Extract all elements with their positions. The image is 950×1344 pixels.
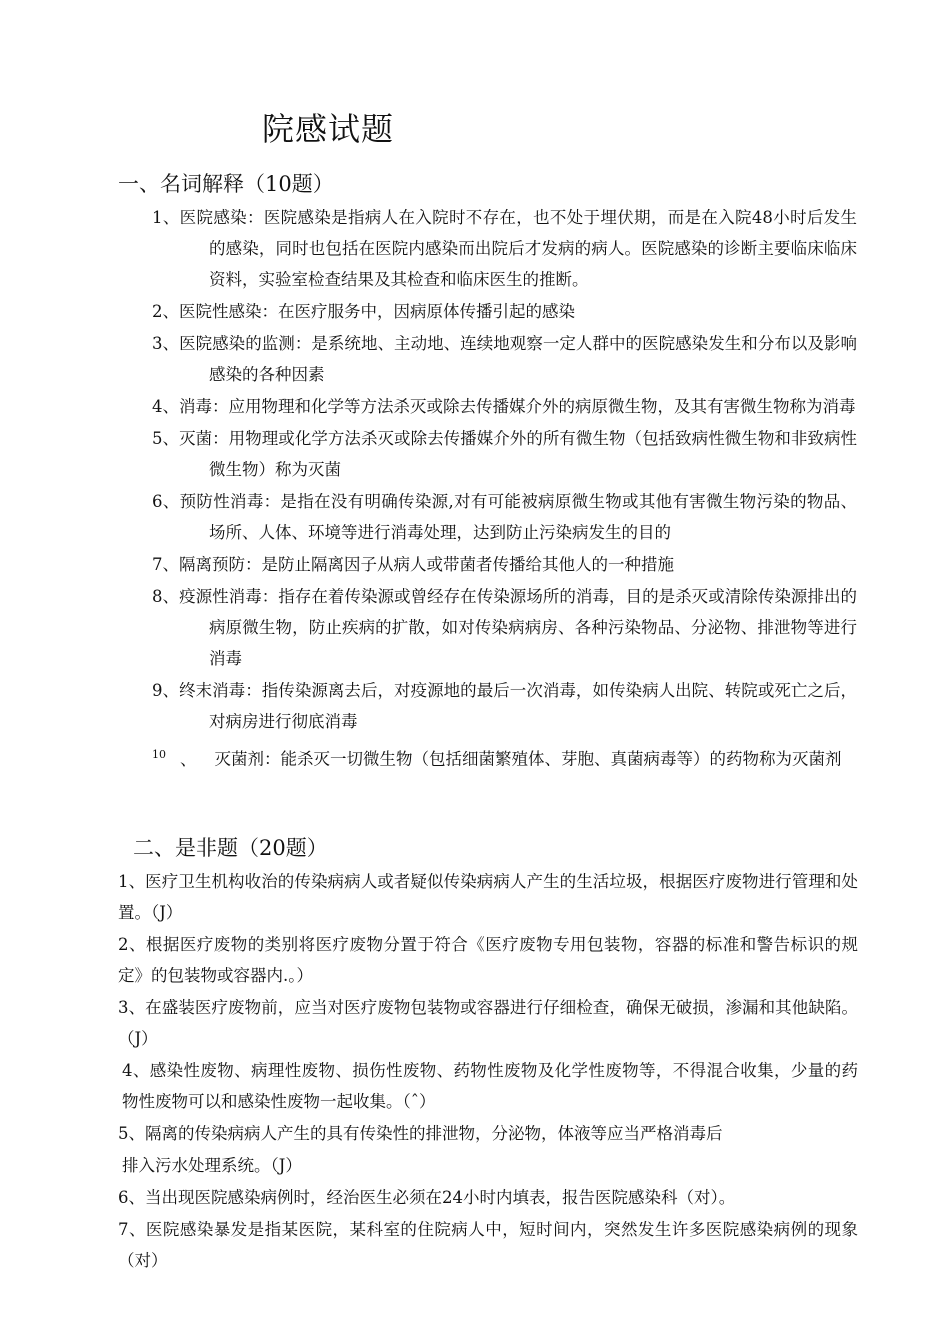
page-title: 院感试题 — [262, 110, 395, 148]
definition-item — [152, 423, 857, 485]
item-number: 1、 — [152, 208, 180, 227]
section-1-heading: 一、名词解释（10题） — [118, 172, 334, 196]
definitions-list — [152, 202, 857, 776]
item-text: 隔离预防：是防止隔离因子从病人或带菌者传播给其他人的一种措施 — [179, 555, 674, 574]
definition-item — [152, 202, 857, 295]
definition-item — [152, 675, 857, 737]
definition-item — [152, 486, 857, 548]
item-number: 3、 — [152, 334, 180, 353]
question-item: 2、根据医疗废物的类别将医疗废物分置于符合《医疗废物专用包装物，容器的标准和警告标识的规定》的包装物或容器内.。） — [118, 935, 858, 985]
item-text: 医院感染：医院感染是指病人在入院时不存在，也不处于埋伏期，而是在入院48小时后发生的感染，同时也包括在医院内感染而出院后才发病的病人。医院感染的诊断主要临床临床资料，实验室检查结果及其检查和临床医生的推断。 — [179, 208, 858, 289]
definition-item — [152, 328, 857, 390]
item-text: 消毒：应用物理和化学等方法杀灭或除去传播媒介外的病原微生物，及其有害微生物称为消毒 — [179, 397, 856, 416]
item-text: 终末消毒：指传染源离去后，对疫源地的最后一次消毒，如传染病人出院、转院或死亡之后，对病房进行彻底消毒 — [179, 681, 858, 731]
definition-item — [152, 296, 857, 327]
item-number: 7、 — [152, 555, 179, 574]
question-item-continuation: 排入污水处理系统。（J） — [122, 1156, 302, 1175]
item-number: 5、 — [152, 429, 180, 448]
question-item: 4、感染性废物、病理性废物、损伤性废物、药物性废物及化学性废物等，不得混合收集，少量的药物性废物可以和感染性废物一起收集。（ˆ） — [122, 1061, 858, 1111]
definition-item — [152, 739, 857, 775]
item-text: 医院性感染：在医疗服务中，因病原体传播引起的感染 — [179, 302, 575, 321]
question-item: 1、医疗卫生机构收治的传染病病人或者疑似传染病病人产生的生活垃圾，根据医疗废物进行管理和处置。（J） — [118, 872, 858, 922]
item-number: 2、 — [152, 302, 179, 321]
item-number: 4、 — [152, 397, 179, 416]
item-text: 疫源性消毒：指存在着传染源或曾经存在传染源场所的消毒，目的是杀灭或清除传染源排出的病原微生物，防止疾病的扩散，如对传染病病房、各种污染物品、分泌物、排泄物等进行消毒 — [179, 587, 858, 668]
item-text: 预防性消毒：是指在没有明确传染源,对有可能被病原微生物或其他有害微生物污染的物品、场所、人体、环境等进行消毒处理，达到防止污染病发生的目的 — [179, 492, 857, 542]
definition-item — [152, 581, 857, 674]
item-number: 9、 — [152, 681, 180, 700]
true-false-list — [118, 866, 858, 1277]
item-separator: 、 — [180, 749, 197, 769]
item-number: 6、 — [152, 492, 180, 511]
section-2-heading: 二、是非题（20题） — [133, 836, 328, 860]
item-number: 10 — [152, 748, 166, 761]
item-text: 医院感染的监测：是系统地、主动地、连续地观察一定人群中的医院感染发生和分布以及影响感染的各种因素 — [179, 334, 858, 384]
item-text: 灭菌剂：能杀灭一切微生物（包括细菌繁殖体、芽胞、真菌病毒等）的药物称为灭菌剂 — [214, 749, 842, 769]
item-text: 灭菌：用物理或化学方法杀灭或除去传播媒介外的所有微生物（包括致病性微生物和非致病性微生物）称为灭菌 — [179, 429, 858, 479]
question-item: 6、当出现医院感染病例时，经治医生必须在24小时内填表，报告医院感染科（对）。 — [118, 1188, 736, 1207]
item-number: 8、 — [152, 587, 180, 606]
question-item: 3、在盛装医疗废物前，应当对医疗废物包装物或容器进行仔细检查，确保无破损，渗漏和其他缺陷。（J） — [118, 998, 858, 1048]
definition-item — [152, 549, 857, 580]
definition-item — [152, 391, 857, 422]
question-item: 5、隔离的传染病病人产生的具有传染性的排泄物，分泌物，体液等应当严格消毒后 — [118, 1124, 723, 1143]
question-item: 7、医院感染暴发是指某医院，某科室的住院病人中，短时间内，突然发生许多医院感染病例的现象（对） — [118, 1220, 858, 1270]
